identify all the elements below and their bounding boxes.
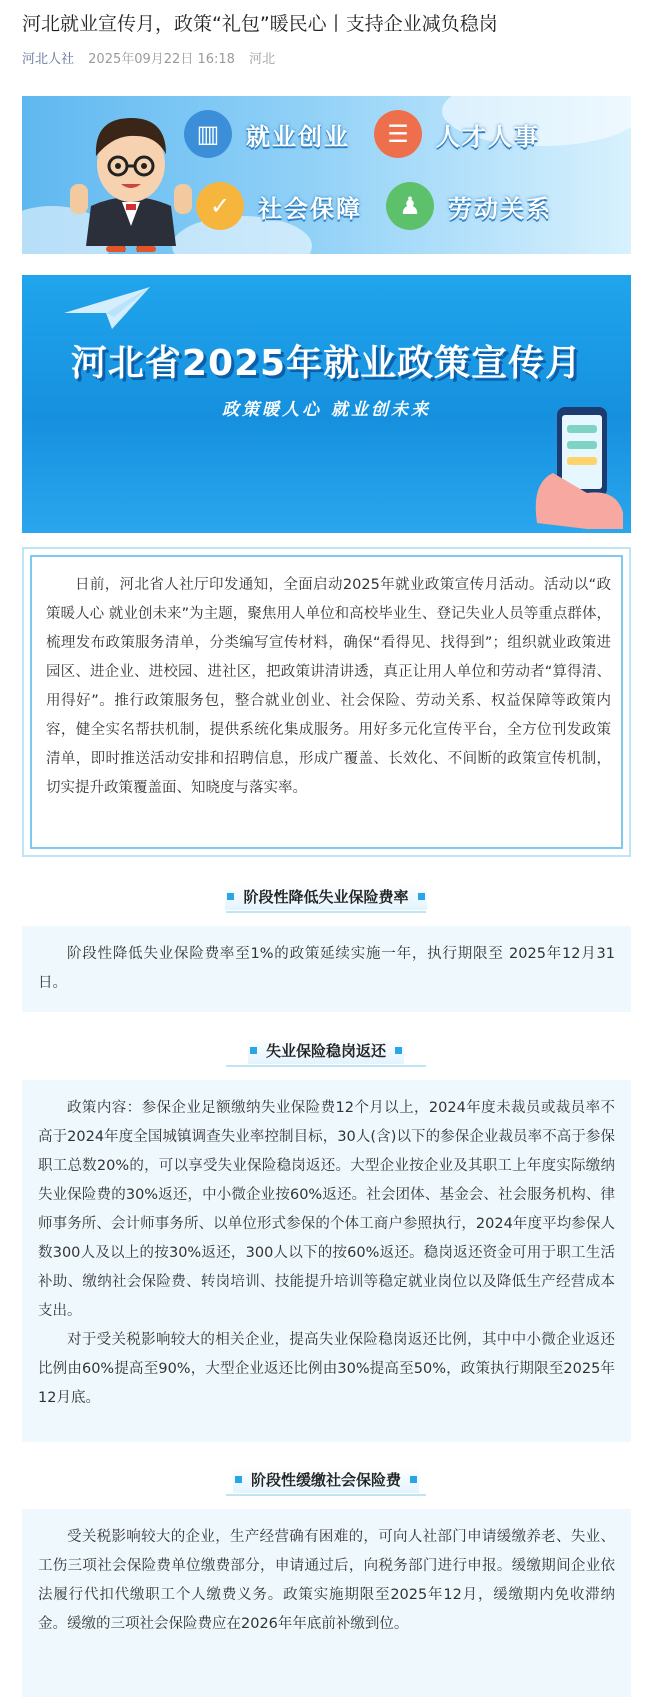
- service-talent-label: 人才人事: [436, 122, 540, 151]
- intro-paragraph: 日前，河北省人社厅印发通知，全面启动2025年就业政策宣传月活动。活动以“政策暖人心 就业创未来”为主题，聚焦用人单位和高校毕业生、登记失业人员等重点群体，梳理发布政策服务清单，分类编写宣传材料，确保“看得见、找得到”；组织就业政策进园区、进企业、进校园、进社区，把政策讲清讲透，真正让用人单位和劳动者“算得清、用得好”。推行政策服务包，整合就业创业、社会保险、劳动关系、权益保障等政策内容，健全实名帮扶机制，提供系统化集成服务。用好多元化宣传平台，全方位刊发政策清单，即时推送活动安排和招聘信息，形成广覆盖、长效化、不间断的政策宣传机制，切实提升政策覆盖面、知晓度与落实率。: [46, 577, 611, 796]
- service-talent[interactable]: [374, 110, 540, 158]
- document-icon: ☰: [374, 110, 422, 158]
- section-underline: [226, 1065, 426, 1067]
- article-title: 河北就业宣传月，政策“礼包”暖民心丨支持企业减负稳岗: [22, 13, 498, 35]
- service-labor[interactable]: [386, 182, 552, 230]
- service-employment-label: 就业创业: [246, 122, 350, 151]
- section-heading-job-stability: [0, 1038, 652, 1064]
- section-box-job-stability: [22, 1080, 631, 1442]
- banner-subtitle: 政策暖人心 就业创未来: [222, 400, 431, 420]
- service-employment[interactable]: [184, 110, 350, 158]
- intro-inner-frame: [30, 555, 623, 849]
- section-paragraph: 受关税影响较大的企业，生产经营确有困难的，可向人社部门申请缓缴养老、失业、工伤三项社会保险费单位缴费部分，申请通过后，向税务部门进行申报。缓缴期间企业依法履行代扣代缴职工个人缴费义务。政策实施期限至2025年12月，缓缴期内免收滞纳金。缓缴的三项社会保险费应在2026年年底前补缴到位。: [38, 1529, 615, 1632]
- hand-phone-icon: [527, 403, 627, 529]
- section-paragraph: 政策内容：参保企业足额缴纳失业保险费12个月以上，2024年度未裁员或裁员率不高于2024年度全国城镇调查失业率控制目标，30人(含)以下的参保企业裁员率不高于参保职工总数20%的，可以享受失业保险稳岗返还。大型企业按企业及其职工上年度实际缴纳失业保险费的30%返还，中小微企业按60%返还。社会团体、基金会、社会服务机构、律师事务所、会计师事务所、以单位形式参保的个体工商户参照执行，2024年度平均参保人数300人及以上的按30%返还，300人以下的按60%返还。稳岗返还资金可用于职工生活补助、缴纳社会保险费、转岗培训、技能提升培训等稳定就业岗位以及降低生产经营成本支出。: [38, 1100, 615, 1319]
- section-box-deferral: [22, 1509, 631, 1697]
- article-datetime: 2025年09月22日 16:18: [88, 52, 235, 67]
- policy-month-banner: [22, 275, 631, 533]
- service-labor-label: 劳动关系: [448, 194, 552, 223]
- section-title: 阶段性降低失业保险费率: [225, 884, 426, 910]
- section-box-unemployment-rate: [22, 926, 631, 1012]
- service-social-security-label: 社会保障: [258, 194, 362, 223]
- calendar-icon: ✓: [196, 182, 244, 230]
- section-underline: [226, 1494, 426, 1496]
- section-underline: [226, 911, 426, 913]
- article-meta: [22, 48, 285, 67]
- intro-box: [22, 547, 631, 857]
- banner-main-title: 河北省2025年就业政策宣传月: [70, 343, 583, 384]
- article-location: 河北: [249, 52, 276, 67]
- article-source[interactable]: 河北人社: [22, 52, 75, 67]
- section-paragraph: 阶段性降低失业保险费率至1%的政策延续实施一年，执行期限至 2025年12月31日。: [38, 946, 615, 991]
- service-social-security[interactable]: [196, 182, 362, 230]
- services-banner: [22, 96, 631, 254]
- section-title: 失业保险稳岗返还: [248, 1038, 404, 1064]
- paper-plane-icon: [62, 283, 152, 333]
- cartoon-mascot-icon: [66, 106, 196, 252]
- people-icon: ♟: [386, 182, 434, 230]
- section-paragraph: 对于受关税影响较大的相关企业，提高失业保险稳岗返还比例，其中中小微企业返还比例由60%提高至90%，大型企业返还比例由30%提高至50%，政策执行期限至2025年12月底。: [38, 1332, 615, 1406]
- section-heading-deferral: [0, 1467, 652, 1493]
- section-title: 阶段性缓缴社会保险费: [233, 1467, 419, 1493]
- building-icon: ▥: [184, 110, 232, 158]
- section-heading-unemployment-rate: [0, 884, 652, 910]
